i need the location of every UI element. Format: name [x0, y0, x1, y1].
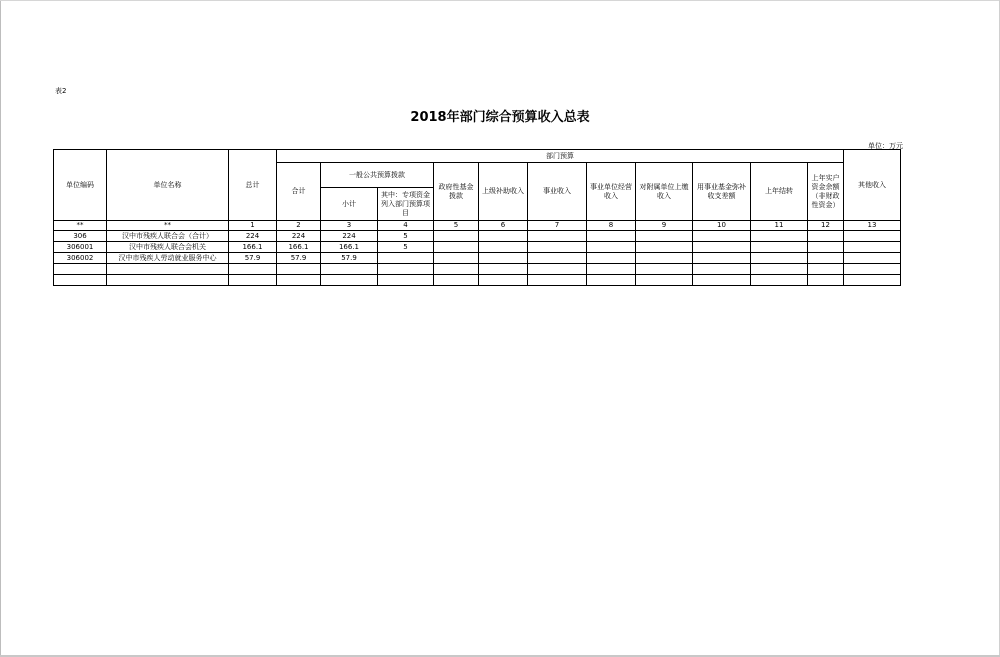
cell-gp-subtotal: 224	[321, 231, 378, 242]
col-number: 1	[229, 221, 277, 231]
header-gp-special: 其中：专项资金列入部门预算项目	[378, 188, 434, 221]
header-gov-fund: 政府性基金拨款	[434, 163, 479, 221]
col-number: 10	[693, 221, 751, 231]
header-upper-subsidy: 上级补助收入	[479, 163, 528, 221]
header-last-year-balance: 上年实户资金余额（非财政性资金）	[808, 163, 844, 221]
cell-total: 224	[229, 231, 277, 242]
cell-sum: 57.9	[277, 253, 321, 264]
col-number: 4	[378, 221, 434, 231]
page-title: 2018年部门综合预算收入总表	[410, 110, 590, 125]
column-number-row	[54, 221, 901, 231]
col-number: 2	[277, 221, 321, 231]
header-general-public: 一般公共预算拨款	[321, 163, 434, 188]
table-row	[54, 253, 901, 264]
col-number: 7	[528, 221, 587, 231]
header-unit-code: 单位编码	[54, 150, 107, 221]
col-number: 5	[434, 221, 479, 231]
col-number: 13	[844, 221, 901, 231]
page-edge	[0, 0, 1, 657]
header-business-income: 事业收入	[528, 163, 587, 221]
cell-unit-name: 汉中市残疾人劳动就业服务中心	[107, 253, 229, 264]
cell-unit-code: 306	[54, 231, 107, 242]
table-number: 表2	[55, 87, 67, 95]
cell-gp-subtotal: 57.9	[321, 253, 378, 264]
header-total: 总计	[229, 150, 277, 221]
cell-gp-special: 5	[378, 242, 434, 253]
cell-sum: 224	[277, 231, 321, 242]
header-business-fund: 用事业基金弥补收支差额	[693, 163, 751, 221]
col-number: 12	[808, 221, 844, 231]
header-row	[54, 150, 901, 163]
cell-total: 166.1	[229, 242, 277, 253]
cell-sum: 166.1	[277, 242, 321, 253]
cell-unit-code: 306002	[54, 253, 107, 264]
cell-unit-code: 306001	[54, 242, 107, 253]
page-edge	[0, 0, 1000, 1]
cell-gp-subtotal: 166.1	[321, 242, 378, 253]
cell-gp-special: 5	[378, 231, 434, 242]
header-business-operating: 事业单位经营收入	[587, 163, 636, 221]
header-subordinate-income: 对附属单位上缴收入	[636, 163, 693, 221]
col-number: 8	[587, 221, 636, 231]
col-number: **	[54, 221, 107, 231]
cell-unit-name: 汉中市残疾人联合会机关	[107, 242, 229, 253]
header-last-year-carryover: 上年结转	[751, 163, 808, 221]
header-dept-budget: 部门预算	[277, 150, 844, 163]
header-other-income: 其他收入	[844, 150, 901, 221]
cell-gp-special	[378, 253, 434, 264]
table-row	[54, 242, 901, 253]
header-unit-name: 单位名称	[107, 150, 229, 221]
header-sum: 合计	[277, 163, 321, 221]
cell-total: 57.9	[229, 253, 277, 264]
col-number: 3	[321, 221, 378, 231]
col-number: 9	[636, 221, 693, 231]
cell-unit-name: 汉中市残疾人联合会（合计）	[107, 231, 229, 242]
budget-table	[53, 149, 901, 286]
col-number: 11	[751, 221, 808, 231]
col-number: 6	[479, 221, 528, 231]
table-row	[54, 231, 901, 242]
col-number: **	[107, 221, 229, 231]
unit-label: 单位：万元	[868, 142, 903, 150]
table-row-empty	[54, 275, 901, 286]
table-row-empty	[54, 264, 901, 275]
header-gp-subtotal: 小计	[321, 188, 378, 221]
